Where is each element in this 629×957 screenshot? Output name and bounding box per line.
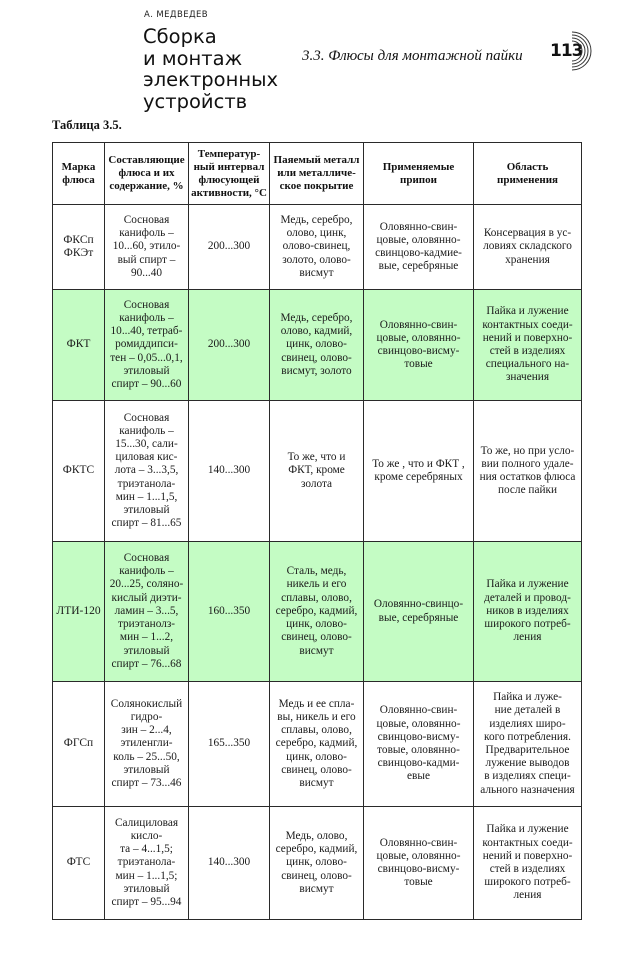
cell-text-line: золото, олово- — [282, 253, 351, 266]
cell-application — [474, 401, 582, 542]
column-header-brand — [53, 143, 105, 205]
cell-text-line: значения — [505, 371, 550, 384]
cell-text-line: свинец, олово- — [281, 869, 352, 882]
cell-text-line: Пайка и луже- — [493, 691, 562, 704]
cell-text-line: свинцово-кадми- — [377, 757, 460, 770]
cell-components — [105, 542, 189, 682]
cell-text-line: ламин – 3...5, — [114, 604, 179, 617]
cell-text-line: ЛТИ-120 — [56, 604, 101, 617]
cell-text-line: вы, никель и его — [277, 710, 356, 723]
cell-text-line: 10...60, этило- — [112, 240, 181, 253]
cell-text-line: висмут — [299, 644, 334, 657]
cell-text-line: та – 4...1,5; — [120, 843, 173, 856]
header-text-line: содержание, % — [109, 180, 184, 192]
cell-text-line: 160...350 — [207, 604, 251, 617]
cell-text-line: цинк, олово- — [286, 750, 347, 763]
cell-text-line: спирт – 73...46 — [111, 777, 182, 789]
cell-text-line: Пайка и лужение — [486, 578, 569, 591]
book-author: А. МЕДВЕДЕВ — [144, 10, 209, 20]
book-title-line: устройств — [143, 89, 248, 113]
cell-text-line: Сосновая — [123, 552, 170, 565]
header-text-line: применения — [496, 173, 558, 186]
header-text-line: Температур- — [197, 147, 261, 160]
cell-brand — [53, 401, 105, 542]
cell-text-line: канифоль – — [119, 565, 174, 578]
cell-text-line: товые — [404, 876, 433, 889]
cell-text-line: 140...300 — [207, 856, 251, 869]
cell-text-line: 10...40, тетраб- — [110, 325, 183, 338]
cell-application — [474, 290, 582, 401]
cell-application — [474, 205, 582, 290]
cell-text-line: свинец, олово- — [281, 351, 352, 364]
cell-solders — [364, 807, 474, 920]
cell-text-line: сплавы, олово, — [281, 591, 352, 604]
cell-temperature — [189, 205, 270, 290]
cell-components — [105, 205, 189, 290]
cell-temperature — [189, 542, 270, 682]
cell-text-line: мин – 1...1,5; — [115, 869, 178, 882]
cell-text-line: Оловянно-свин- — [379, 836, 458, 849]
cell-text-line: Пайка и лужение — [486, 823, 569, 836]
header-text-line: флюса — [62, 173, 95, 186]
cell-text-line: 90...40 — [130, 266, 163, 279]
cell-temperature — [189, 401, 270, 542]
cell-text-line: триэтанолз- — [117, 618, 176, 631]
cell-metals — [270, 290, 364, 401]
table-row — [53, 401, 582, 542]
cell-text-line: Сосновая — [123, 213, 170, 226]
cell-text-line: Оловянно-свин- — [379, 220, 458, 233]
cell-text-line: цовые, оловянно- — [376, 849, 461, 862]
header-text-line: флюсующей — [198, 173, 260, 186]
cell-text-line: вые, серебряные — [378, 260, 459, 273]
cell-text-line: триэтанола- — [117, 856, 176, 869]
cell-text-line: мин – 1...2, — [119, 631, 174, 644]
table-caption: Таблица 3.5. — [52, 118, 122, 132]
cell-text-line: олово, цинк, — [286, 227, 347, 240]
cell-text-line: спирт – 90...60 — [111, 378, 182, 390]
cell-text-line: стей в изделиях — [489, 345, 566, 357]
header-text-line: Применяемые — [382, 160, 455, 173]
cell-text-line: свинцово-висму- — [377, 345, 460, 357]
cell-text-line: ФГСп — [63, 737, 94, 750]
cell-text-line: То же , что и ФКТ , — [372, 457, 465, 470]
cell-text-line: тен – 0,05...0,1, — [110, 351, 183, 364]
cell-text-line: Медь, серебро, — [280, 213, 353, 226]
cell-text-line: нений и поверхно- — [482, 849, 573, 862]
cell-application — [474, 682, 582, 807]
cell-text-line: висмут, золото — [281, 364, 352, 377]
cell-solders — [364, 290, 474, 401]
column-header-solders — [364, 143, 474, 205]
cell-solders — [364, 542, 474, 682]
cell-text-line: деталей и провод- — [484, 591, 571, 604]
cell-text-line: ние деталей в — [494, 704, 561, 717]
page-number-arcs-icon — [562, 28, 608, 74]
cell-text-line: 165...350 — [207, 737, 251, 750]
cell-brand — [53, 807, 105, 920]
cell-text-line: ления — [513, 889, 542, 902]
cell-text-line: цинк, олово- — [286, 618, 347, 631]
header-text-line: припои — [400, 173, 437, 186]
cell-text-line: То же, но при усло- — [480, 444, 575, 457]
cell-text-line: Солянокислый — [110, 697, 183, 710]
cell-text-line: широкого потреб- — [484, 618, 571, 631]
table-header-row — [53, 143, 582, 205]
header-text-line: Марка — [61, 160, 96, 173]
cell-text-line: изделиях широ- — [489, 717, 566, 730]
cell-text-line: серебро, кадмий, — [275, 604, 358, 617]
cell-text-line: евые — [407, 770, 430, 783]
cell-text-line: свинцово-висму- — [377, 863, 460, 875]
cell-text-line: 140...300 — [207, 464, 251, 477]
cell-text-line: лужение выводов — [485, 757, 570, 770]
cell-text-line: канифоль – — [119, 424, 174, 437]
cell-text-line: Консервация в ус- — [483, 227, 572, 240]
header-text-line: флюса и их — [118, 167, 175, 179]
cell-text-line: этиловый — [123, 644, 170, 657]
cell-text-line: Сосновая — [123, 411, 170, 424]
cell-text-line: ния остатков флюса — [479, 471, 576, 483]
cell-application — [474, 542, 582, 682]
column-header-application — [474, 143, 582, 205]
cell-text-line: свинец, олово- — [281, 763, 352, 776]
cell-text-line: свинцово-кадмие- — [375, 247, 462, 259]
cell-text-line: кроме серебряных — [374, 471, 463, 483]
cell-text-line: серебро, кадмий, — [275, 737, 358, 750]
cell-text-line: кисло- — [130, 829, 163, 842]
cell-text-line: никель и его — [286, 578, 347, 591]
cell-text-line: 15...30, сали- — [115, 437, 178, 450]
cell-brand — [53, 290, 105, 401]
header-text-line: ный интервал — [193, 160, 265, 173]
cell-text-line: ФКЭт — [63, 247, 94, 259]
cell-components — [105, 682, 189, 807]
cell-text-line: ФКСп — [63, 233, 94, 246]
cell-text-line: контактных соеди- — [482, 836, 573, 849]
cell-text-line: серебро, кадмий, — [275, 843, 358, 856]
cell-text-line: Медь, олово, — [285, 829, 348, 842]
cell-temperature — [189, 807, 270, 920]
cell-brand — [53, 205, 105, 290]
cell-text-line: ловиях складского — [483, 240, 572, 253]
cell-text-line: 200...300 — [207, 338, 251, 351]
cell-text-line: цовые, оловянно- — [376, 233, 461, 246]
cell-text-line: ФКТ — [66, 338, 91, 351]
cell-text-line: лота – 3...3,5, — [114, 464, 179, 477]
cell-text-line: триэтанола- — [117, 477, 176, 490]
book-title-line: электронных — [143, 68, 279, 91]
section-title: 3.3. Флюсы для монтажной пайки — [302, 48, 523, 64]
cell-text-line: в изделиях специ- — [484, 770, 571, 783]
cell-text-line: циловая кис- — [115, 451, 178, 464]
cell-solders — [364, 401, 474, 542]
cell-text-line: Предварительное — [485, 744, 570, 756]
cell-text-line: спирт – 95...94 — [111, 896, 182, 908]
cell-metals — [270, 542, 364, 682]
cell-text-line: цовые, оловянно- — [376, 331, 461, 344]
cell-text-line: 20...25, соляно- — [109, 578, 184, 591]
page-number: 113 — [550, 41, 583, 61]
cell-text-line: олово, кадмий, — [280, 325, 353, 338]
cell-text-line: Медь, серебро, — [280, 311, 353, 324]
cell-brand — [53, 542, 105, 682]
cell-text-line: ального назначения — [480, 783, 575, 796]
cell-text-line: ромиддипси- — [115, 338, 178, 351]
cell-text-line: нений и поверхно- — [482, 331, 573, 344]
cell-text-line: вые, серебряные — [378, 611, 459, 624]
cell-text-line: коль – 25...50, — [113, 750, 180, 763]
cell-text-line: канифоль – — [119, 227, 174, 240]
cell-text-line: Салициловая — [114, 816, 179, 829]
cell-metals — [270, 205, 364, 290]
table-row — [53, 682, 582, 807]
cell-components — [105, 807, 189, 920]
flux-table — [52, 142, 582, 920]
cell-text-line: товые, оловянно- — [377, 744, 460, 756]
cell-text-line: Сталь, медь, — [286, 565, 347, 578]
cell-text-line: кого потребления. — [484, 730, 571, 743]
cell-text-line: зин – 2...4, — [121, 724, 172, 737]
cell-text-line: сплавы, олово, — [281, 724, 352, 737]
cell-text-line: гидро- — [130, 710, 163, 723]
cell-components — [105, 290, 189, 401]
cell-application — [474, 807, 582, 920]
cell-brand — [53, 682, 105, 807]
header-text-line: Составляющие — [108, 154, 185, 166]
cell-text-line: висмут — [299, 777, 334, 789]
book-title-line: Сборка — [143, 25, 217, 48]
cell-text-line: висмут — [299, 266, 334, 279]
header-text-line: ское покрытие — [279, 180, 354, 192]
cell-solders — [364, 682, 474, 807]
cell-text-line: этиловый — [123, 364, 170, 377]
header-text-line: активности, °С — [191, 186, 267, 199]
cell-metals — [270, 807, 364, 920]
cell-text-line: этиловый — [123, 882, 170, 895]
table-row — [53, 807, 582, 920]
cell-text-line: цинк, олово- — [286, 338, 347, 351]
cell-text-line: То же, что и — [287, 451, 346, 464]
cell-text-line: этиловый — [123, 504, 170, 516]
cell-text-line: широкого потреб- — [484, 876, 571, 889]
column-header-temperature — [189, 143, 270, 205]
cell-text-line: специального на- — [485, 358, 570, 371]
cell-text-line: контактных соеди- — [482, 318, 573, 331]
header-text-line: или металличе- — [277, 167, 356, 179]
header-text-line: Область — [506, 160, 549, 173]
cell-text-line: этиловый — [123, 763, 170, 776]
cell-text-line: мин – 1...1,5, — [115, 490, 178, 503]
cell-text-line: товые — [404, 358, 433, 371]
cell-text-line: стей в изделиях — [489, 863, 566, 875]
book-title-line: и монтаж — [143, 46, 243, 70]
column-header-components — [105, 143, 189, 205]
cell-text-line: вый спирт – — [117, 253, 176, 266]
cell-text-line: спирт – 76...68 — [111, 657, 182, 670]
cell-text-line: свинец, олово- — [281, 631, 352, 644]
header-text-line: Паяемый металл — [273, 154, 360, 166]
cell-text-line: цовые, оловянно- — [376, 717, 461, 730]
table-row — [53, 205, 582, 290]
cell-metals — [270, 682, 364, 807]
cell-text-line: кислый диэти- — [111, 591, 182, 604]
cell-text-line: золота — [300, 477, 333, 490]
cell-text-line: канифоль – — [119, 311, 174, 324]
cell-text-line: спирт – 81...65 — [111, 517, 182, 530]
cell-text-line: ления — [513, 631, 542, 644]
cell-temperature — [189, 682, 270, 807]
table-row — [53, 290, 582, 401]
cell-text-line: ников в изделиях — [486, 604, 569, 617]
cell-metals — [270, 401, 364, 542]
cell-text-line: цинк, олово- — [286, 856, 347, 869]
cell-temperature — [189, 290, 270, 401]
cell-text-line: ФКТ, кроме — [288, 464, 345, 477]
cell-text-line: ФТС — [66, 856, 91, 869]
cell-text-line: Медь и ее спла- — [278, 697, 355, 710]
cell-text-line: 200...300 — [207, 240, 251, 253]
cell-text-line: свинцово-висму- — [377, 730, 460, 743]
cell-solders — [364, 205, 474, 290]
cell-text-line: Оловянно-свин- — [379, 318, 458, 331]
cell-text-line: Оловянно-свинцо- — [373, 598, 464, 611]
book-title — [143, 26, 278, 112]
cell-text-line: олово-свинец, — [282, 240, 351, 253]
cell-text-line: висмут — [299, 882, 334, 895]
cell-text-line: вии полного удале- — [481, 457, 574, 470]
cell-text-line: этиленгли- — [120, 737, 173, 750]
cell-text-line: ФКТС — [62, 464, 95, 477]
cell-text-line: хранения — [505, 253, 550, 266]
column-header-metals — [270, 143, 364, 205]
cell-text-line: Оловянно-свин- — [379, 704, 458, 717]
cell-text-line: после пайки — [497, 484, 558, 497]
cell-text-line: Сосновая — [123, 298, 170, 311]
cell-components — [105, 401, 189, 542]
table-row — [53, 542, 582, 682]
cell-text-line: Пайка и лужение — [486, 305, 569, 318]
